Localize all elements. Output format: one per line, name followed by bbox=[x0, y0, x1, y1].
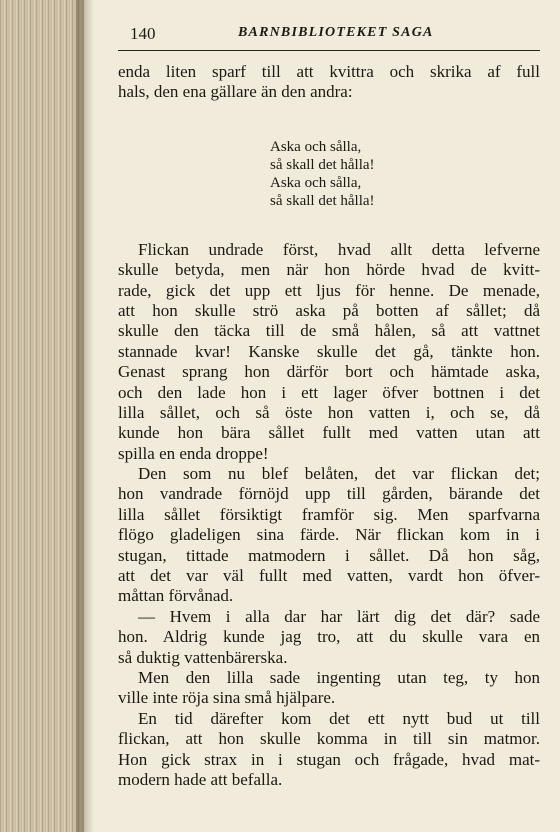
text-line: hon vandrade förnöjd upp till gården, bärande det bbox=[118, 484, 540, 504]
text-line: Hon gick strax in i stugan och frågade, hvad mat- bbox=[118, 749, 540, 769]
text-line: — Hvem i alla dar har lärt dig det där? sade bbox=[138, 606, 540, 626]
page-text bbox=[118, 62, 540, 790]
text-line: flickan, att hon skulle komma in till sin matmor. bbox=[118, 729, 540, 749]
page-header bbox=[130, 24, 540, 46]
verse-line: Aska och sålla, bbox=[270, 174, 362, 191]
text-line: modern hade att befalla. bbox=[118, 769, 283, 789]
text-line: skulle betyda, men när hon hörde hvad de kvitt- bbox=[118, 260, 540, 280]
text-line: rade, gick det upp ett ljus för henne. De menade, bbox=[118, 280, 540, 300]
text-line: stugan, tittade matmodern i sållet. Då hon såg, bbox=[118, 545, 540, 565]
text-line: Den som nu blef belåten, det var flickan det; bbox=[138, 464, 540, 484]
header-rule bbox=[118, 50, 540, 51]
text-line: kunde hon bära sållet fullt med vatten utan att bbox=[118, 423, 540, 443]
verse-line: så skall det hålla! bbox=[270, 156, 375, 173]
text-line: Flickan undrade först, hvad allt detta lefverne bbox=[138, 239, 540, 259]
verse-line: Aska och sålla, bbox=[270, 138, 362, 155]
text-line: att det var väl fullt med vatten, vardt hon öfver- bbox=[118, 566, 540, 586]
page-edges bbox=[0, 0, 82, 832]
text-line: måttan förvånad. bbox=[118, 586, 234, 606]
text-line: Men den lilla sade ingenting utan teg, ty hon bbox=[138, 667, 540, 687]
text-line: ville inte röja sina små hjälpare. bbox=[118, 688, 336, 708]
text-line: lilla sållet, och så öste hon vatten i, och se, då bbox=[118, 402, 540, 422]
text-line: så duktig vattenbärerska. bbox=[118, 647, 288, 667]
text-line: Genast sprang hon därför bort och hämtade aska, bbox=[118, 362, 540, 382]
spine-shadow bbox=[76, 0, 94, 832]
text-line: spilla en enda droppe! bbox=[118, 443, 269, 463]
text-line: skulle den täcka till de små hålen, så att vattnet bbox=[118, 321, 540, 341]
text-line: En tid därefter kom det ett nytt bud ut till bbox=[138, 708, 540, 728]
verse-line: så skall det hålla! bbox=[270, 192, 375, 209]
text-line: hon. Aldrig kunde jag tro, att du skulle vara en bbox=[118, 627, 540, 647]
verse bbox=[270, 138, 540, 210]
text-line: hals, den ena gällare än den andra: bbox=[118, 82, 353, 102]
page-number: 140 bbox=[130, 24, 156, 43]
text-line: och den lade hon i ett lager öfver bottnen i det bbox=[118, 382, 540, 402]
text-line: lilla sållet försiktigt framför sig. Men sparfvarna bbox=[118, 504, 540, 524]
text-line: stannade kvar! Kanske skulle det gå, tänkte hon. bbox=[118, 341, 540, 361]
text-line: att hon skulle strö aska på botten af sållet; då bbox=[118, 300, 540, 320]
running-title: BARNBIBLIOTEKET SAGA bbox=[238, 25, 434, 40]
text-line: flögo gladeligen sina färde. När flickan kom in i bbox=[118, 525, 540, 545]
text-line: enda liten sparf till att kvittra och skrika af full bbox=[118, 62, 540, 81]
